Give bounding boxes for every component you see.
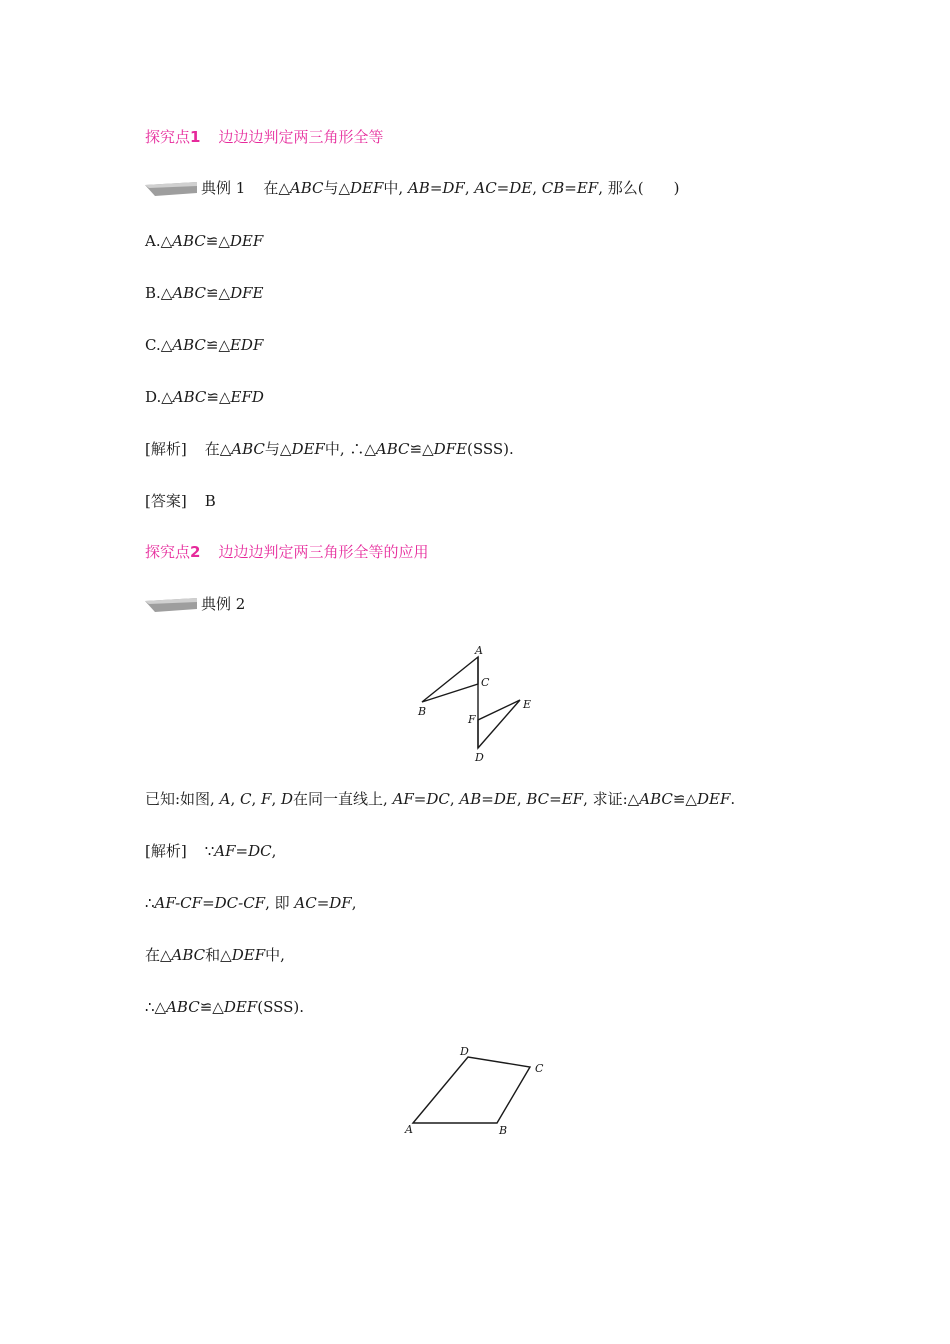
label-c: C: [535, 1062, 544, 1075]
label-f: F: [468, 713, 476, 726]
section-title: 边边边判定两三角形全等的应用: [218, 543, 429, 561]
option-d: D.△ABC≌△EFD: [145, 388, 264, 406]
example-2-given: 已知:如图, A, C, F, D在同一直线上, AF=DC, AB=DE, BC=EF, 求证:△ABC≌△DEF.: [145, 790, 736, 808]
label-c: C: [481, 676, 490, 689]
example-2-analysis-step-4: ∴△ABC≌△DEF(SSS).: [145, 998, 304, 1016]
label-e: E: [523, 698, 532, 711]
triangles-figure: [400, 638, 550, 763]
label-b: B: [418, 705, 427, 718]
example-badge-icon: [145, 598, 197, 612]
example-1-analysis: [解析] 在△ABC与△DEF中, ∴△ABC≌△DFE(SSS).: [145, 440, 514, 458]
example-badge-icon: [145, 182, 197, 196]
example-label: 典例 2: [201, 595, 246, 613]
analysis-tag: [解析]: [145, 440, 187, 458]
triangles-lines: [422, 657, 520, 748]
option-b: B.△ABC≌△DFE: [145, 284, 264, 302]
label-d: D: [475, 751, 484, 763]
label-d: D: [460, 1045, 469, 1058]
label-b: B: [499, 1124, 508, 1137]
answer-tag: [答案]: [145, 492, 187, 510]
example-label: 典例 1: [201, 179, 246, 197]
option-a: A.△ABC≌△DEF: [145, 232, 264, 250]
analysis-tag: [解析]: [145, 842, 187, 860]
example-2-analysis-step-1: [解析] ∵AF=DC,: [145, 842, 277, 860]
section-number: 2: [190, 543, 201, 561]
label-a: A: [405, 1123, 413, 1136]
example-2-analysis-step-3: 在△ABC和△DEF中,: [145, 946, 285, 964]
section-heading-2: [145, 542, 428, 562]
section-heading-1: [145, 127, 383, 147]
example-2-analysis-step-2: ∴AF-CF=DC-CF, 即 AC=DF,: [145, 894, 357, 912]
section-label: 探究点: [145, 543, 191, 561]
option-c: C.△ABC≌△EDF: [145, 336, 264, 354]
section-label: 探究点: [145, 128, 191, 146]
example-1-question: 典例 1 在△ABC与△DEF中, AB=DF, AC=DE, CB=EF, 那么( ): [145, 178, 679, 198]
parallelogram-figure: [398, 1040, 558, 1140]
answer-value: B: [204, 492, 216, 510]
label-a: A: [475, 644, 483, 657]
section-title: 边边边判定两三角形全等: [218, 128, 384, 146]
example-1-answer: [145, 491, 216, 511]
section-number: 1: [190, 128, 201, 146]
parallelogram-shape: [413, 1057, 530, 1123]
example-2-heading: [145, 594, 245, 614]
